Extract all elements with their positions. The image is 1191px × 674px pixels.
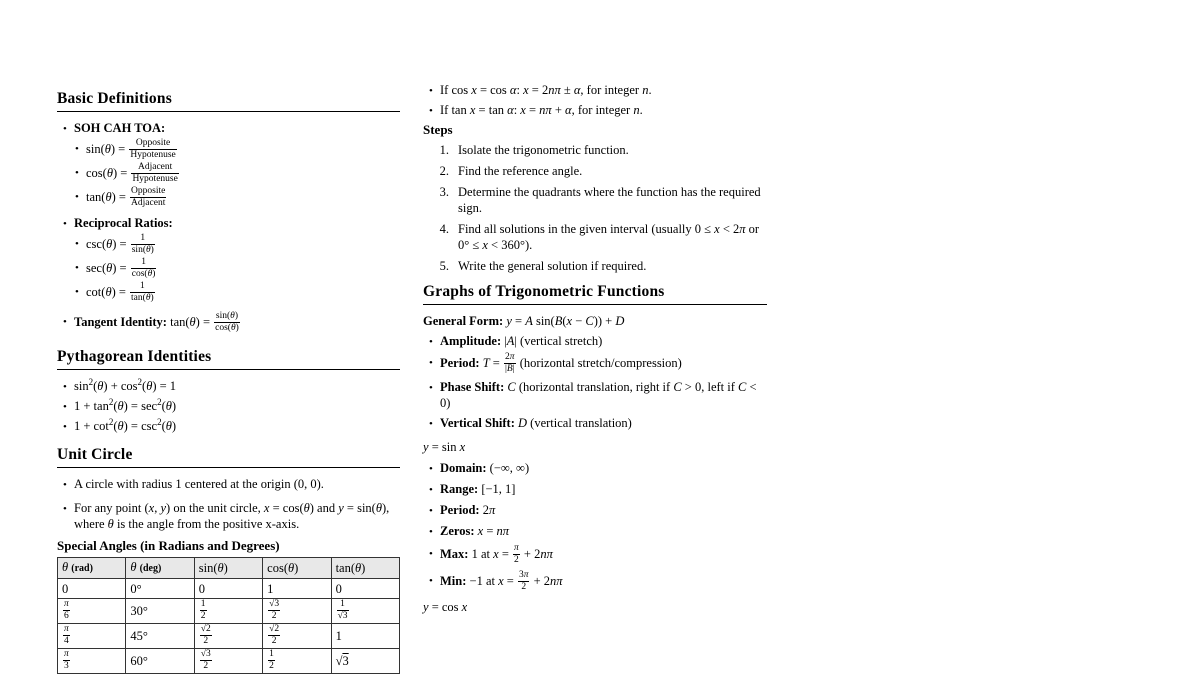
bullet-soh-cah-toa: • SOH CAH TOA: [63, 120, 400, 136]
line-tan-equation-case: • If tan x = tan α: x = nπ + α, for integer n. [429, 102, 767, 118]
step-number: 1. [439, 143, 449, 157]
table-cell: $\frac{1}{2}$ [194, 599, 262, 624]
line-unit-circle-radius: • A circle with radius 1 centered at the origin (0, 0). [63, 476, 400, 492]
table-cell: 0° [126, 579, 194, 599]
table-row [58, 624, 400, 649]
table-cell: $\frac{1}{√3}$ [331, 599, 399, 624]
step-text: Determine the quadrants where the function has the required sign. [458, 185, 761, 215]
table-cell: 0 [194, 579, 262, 599]
line-cot-definition: • cot(θ) = $\frac{1}{\tan(\theta)}$ [75, 282, 400, 304]
line-period-formula: • Period: T = $\frac{2\pi}{|B|}$ (horizontal stretch/compression) [429, 353, 767, 375]
table-header-theta-rad: θ (rad) [58, 558, 126, 579]
line-sin-zeros: • Zeros: x = nπ [429, 523, 767, 539]
line-sin-domain: • Domain: (−∞, ∞) [429, 460, 767, 476]
line-pythagorean-1: • $\sin^2(\theta) + \cos^2(\theta) = 1$ [63, 378, 400, 394]
table-cell: $\frac{1}{2}$ [263, 649, 331, 674]
line-unit-circle-point: • For any point (x, y) on the unit circle, x = cos(θ) and y = sin(θ), where θ is the angle from the positive x-axis. [63, 500, 400, 532]
table-cell: $\frac{√3}{2}$ [194, 649, 262, 674]
section-title-pythagorean-identities: Pythagorean Identities [57, 348, 400, 370]
line-pythagorean-3: • $1 + \cot^2(\theta) = \csc^2(\theta)$ [63, 418, 400, 434]
step-number: 4. [439, 222, 449, 236]
line-pythagorean-2: • $1 + \tan^2(\theta) = \sec^2(\theta)$ [63, 398, 400, 414]
table-cell: 30° [126, 599, 194, 624]
line-phase-shift: • Phase Shift: C (horizontal translation, right if C > 0, left if C < 0) [429, 379, 767, 411]
section-title-unit-circle: Unit Circle [57, 446, 400, 468]
step-text: Write the general solution if required. [458, 259, 647, 273]
line-sin-min: • Min: −1 at x = $\frac{3\pi}{2}$ + 2nπ [429, 571, 767, 593]
table-header-cos: cos(θ) [263, 558, 331, 579]
table-cell: $\frac{√2}{2}$ [194, 624, 262, 649]
table-cell: 0 [331, 579, 399, 599]
table-cell: 0 [58, 579, 126, 599]
step-item-4 [431, 221, 767, 253]
line-sin-definition: • sin(θ) = Opposite Hypotenuse [75, 139, 400, 161]
step-item-3 [431, 184, 767, 216]
table-cell: 60° [126, 649, 194, 674]
line-sec-definition: • sec(θ) = $\frac{1}{\cos(\theta)}$ [75, 258, 400, 280]
table-row-clipped [58, 649, 400, 674]
line-tangent-identity: • Tangent Identity: tan(θ) = $\frac{\sin(\theta)}{\cos(\theta)}$ [63, 312, 400, 334]
table-cell: $\frac{√3}{2}$ [263, 599, 331, 624]
left-column [57, 90, 400, 674]
line-amplitude: • Amplitude: |A| (vertical stretch) [429, 333, 767, 349]
step-text: Find the reference angle. [458, 164, 583, 178]
table-row [58, 599, 400, 624]
step-text: Isolate the trigonometric function. [458, 143, 629, 157]
line-sin-max: • Max: 1 at x = $\frac{\pi}{2}$ + 2nπ [429, 544, 767, 566]
line-cos-definition: • cos(θ) = Adjacent Hypotenuse [75, 163, 400, 185]
step-item-2 [431, 163, 767, 179]
step-number: 3. [439, 185, 449, 199]
line-y-equals-cos-x: y = cos x [423, 600, 468, 614]
table-cell: 1 [331, 624, 399, 649]
table-cell: √3 [331, 649, 399, 674]
right-column [423, 78, 767, 619]
table-header-tan: tan(θ) [331, 558, 399, 579]
table-header-sin: sin(θ) [194, 558, 262, 579]
table-row [58, 579, 400, 599]
line-tan-definition: • tan(θ) = Opposite Adjacent [75, 187, 400, 209]
steps-list [431, 142, 767, 274]
table-cell: $\frac{\pi}{6}$ [58, 599, 126, 624]
step-item-1 [431, 142, 767, 158]
table-cell: 1 [263, 579, 331, 599]
subheading-steps: Steps [423, 122, 453, 137]
line-general-form: General Form: y = A sin(B(x − C)) + D [423, 314, 625, 328]
section-title-graphs: Graphs of Trigonometric Functions [423, 283, 767, 305]
bullet-reciprocal-ratios: • Reciprocal Ratios: [63, 215, 400, 231]
line-sin-period: • Period: 2π [429, 502, 767, 518]
line-sin-range: • Range: [−1, 1] [429, 481, 767, 497]
line-vertical-shift: • Vertical Shift: D (vertical translation) [429, 415, 767, 431]
line-cos-equation-case: • If cos x = cos α: x = 2nπ ± α, for integer n. [429, 82, 767, 98]
section-title-basic-definitions: Basic Definitions [57, 90, 400, 112]
step-number: 2. [439, 164, 449, 178]
table-cell: $\frac{√2}{2}$ [263, 624, 331, 649]
table-header-theta-deg: θ (deg) [126, 558, 194, 579]
step-number: 5. [439, 259, 449, 273]
table-cell: $\frac{\pi}{3}$ [58, 649, 126, 674]
special-angles-table [57, 557, 400, 674]
table-cell: 45° [126, 624, 194, 649]
line-y-equals-sin-x: y = sin x [423, 440, 466, 454]
step-item-5 [431, 258, 767, 274]
table-header-row [58, 558, 400, 579]
subheading-special-angles: Special Angles (in Radians and Degrees) [57, 538, 280, 553]
table-cell: $\frac{\pi}{4}$ [58, 624, 126, 649]
line-csc-definition: • csc(θ) = $\frac{1}{\sin(\theta)}$ [75, 234, 400, 256]
step-text: Find all solutions in the given interval (usually 0 ≤ x < 2π or 0° ≤ x < 360°). [458, 222, 760, 252]
